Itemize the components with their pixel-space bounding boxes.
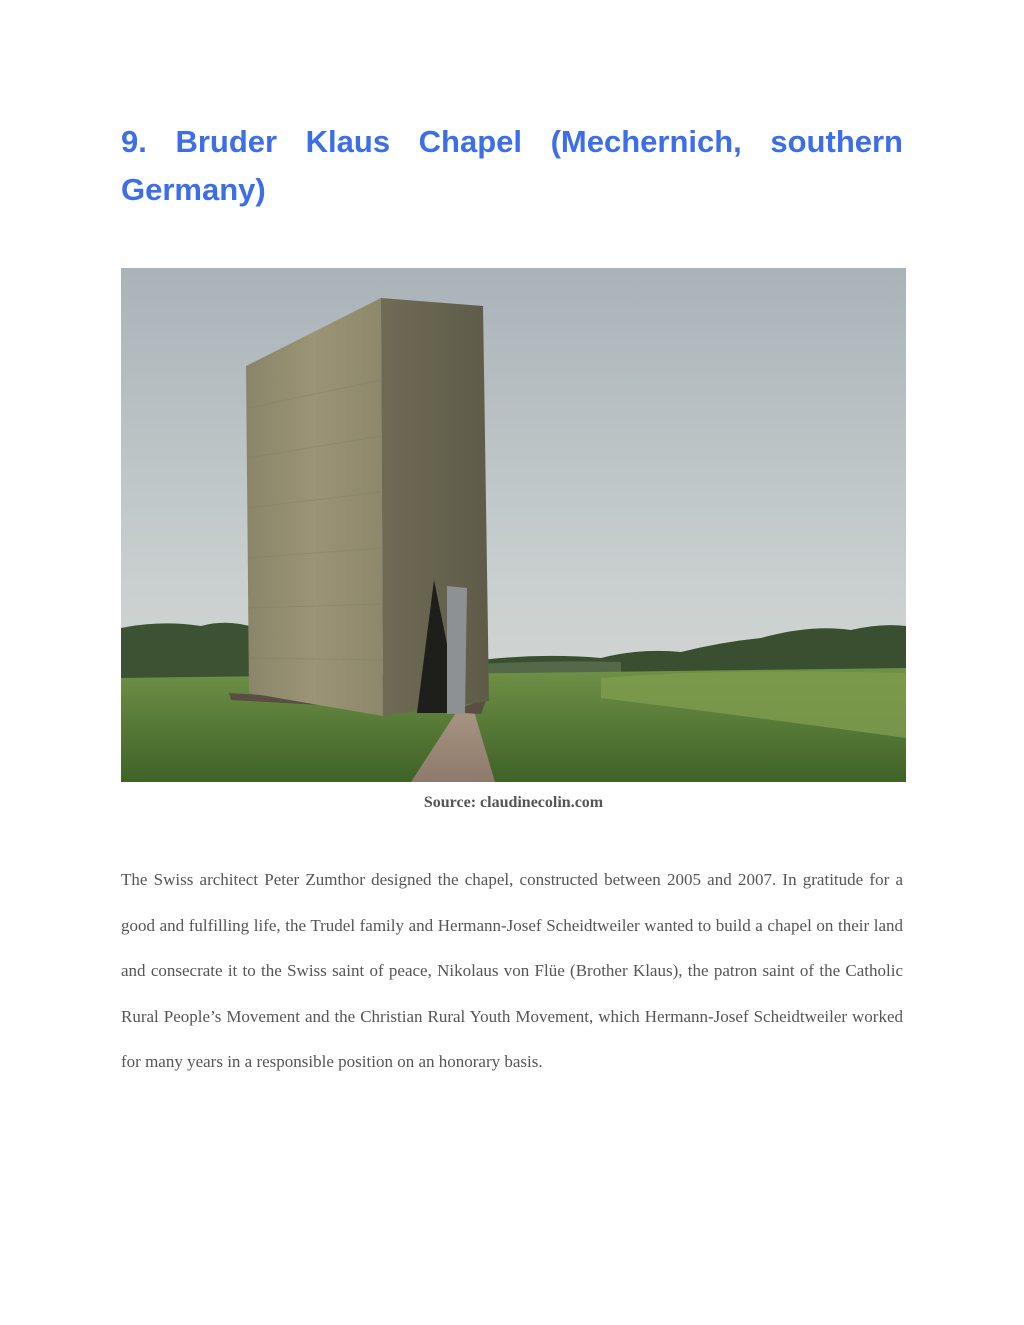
body-paragraph: The Swiss architect Peter Zumthor designed the chapel, constructed between 2005 and 2007. In gratitude for a good and fulfilling life, the Trudel family and Hermann-Josef Scheidtweiler wanted to build a chapel on their land and consecrate it to the Swiss saint of peace, Nikolaus von Flüe (Brother Klaus), the patron saint of the Catholic Rural People’s Movement and the Christian Rural Youth Movement, which Hermann-Josef Scheidtweiler worked for many years in a responsible position on an honorary basis. (121, 870, 903, 1071)
section-heading: 9. Bruder Klaus Chapel (Mechernich, southern Germany) (121, 124, 903, 207)
chapel-photo (121, 268, 906, 782)
image-caption: Source: claudinecolin.com (423, 794, 604, 811)
